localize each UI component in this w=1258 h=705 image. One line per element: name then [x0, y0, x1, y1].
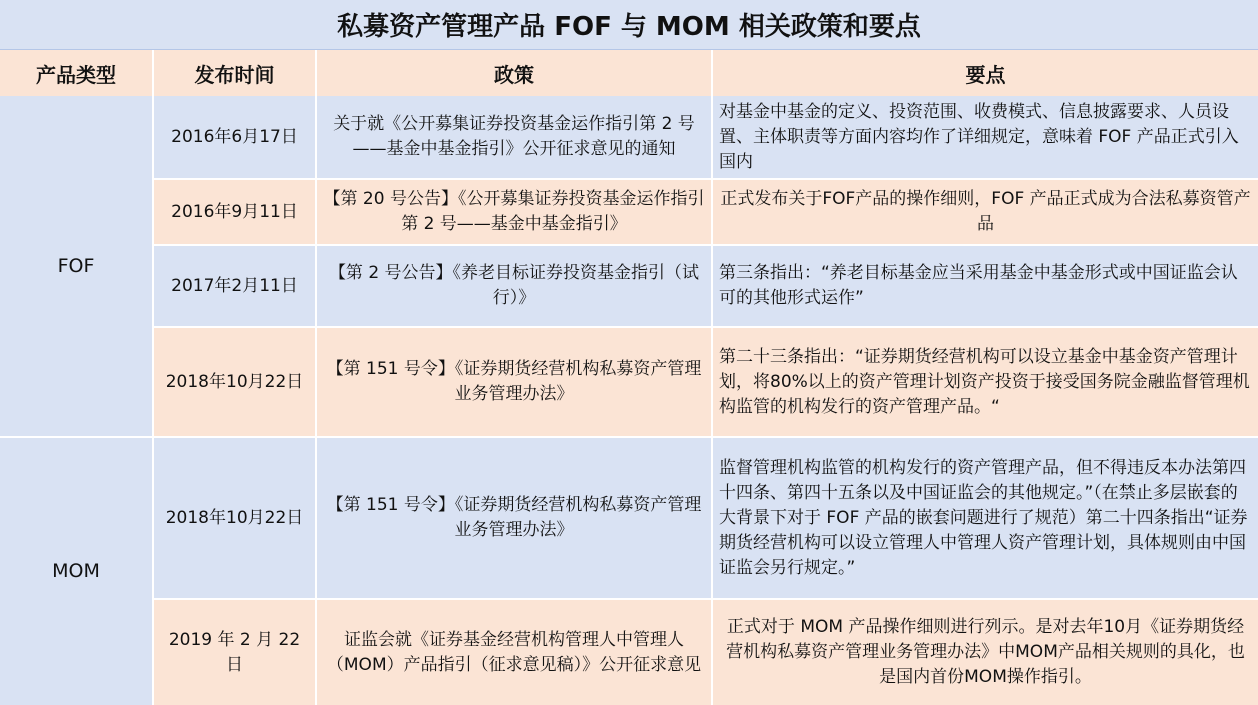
row-4-points: 第二十三条指出：“证券期货经营机构可以设立基金中基金资产管理计划，将80%以上的资产管理计划资产投资于接受国务院金融监督管理机构监管的机构发行的资产管理产品。“: [713, 328, 1258, 438]
row-3-points: 第三条指出：“养老目标基金应当采用基金中基金形式或中国证监会认可的其他形式运作”: [713, 246, 1258, 328]
row-1-date: 2016年6月17日: [154, 96, 317, 180]
row-4-date: 2018年10月22日: [154, 328, 317, 438]
table-title: 私募资产管理产品 FOF 与 MOM 相关政策和要点: [0, 0, 1258, 50]
row-5-policy: 【第 151 号令】《证券期货经营机构私募资产管理业务管理办法》: [317, 438, 713, 600]
row-3-date: 2017年2月11日: [154, 246, 317, 328]
row-5-date: 2018年10月22日: [154, 438, 317, 600]
row-1-policy: 关于就《公开募集证券投资基金运作指引第 2 号——基金中基金指引》公开征求意见的通知: [317, 96, 713, 180]
header-points: 要点: [713, 50, 1258, 96]
row-2-date: 2016年9月11日: [154, 180, 317, 246]
row-5-points: 监督管理机构监管的机构发行的资产管理产品，但不得违反本办法第四十四条、第四十五条以及中国证监会的其他规定。”（在禁止多层嵌套的大背景下对于 FOF 产品的嵌套问题进行了规范）第二十四条指出“证券期货经营机构可以设立管理人中管理人资产管理计划，具体规则由中国证监会另行规定。”: [713, 438, 1258, 600]
row-6-policy: 证监会就《证券基金经营机构管理人中管理人（MOM）产品指引（征求意见稿）》公开征求意见: [317, 600, 713, 705]
row-6-points: 正式对于 MOM 产品操作细则进行列示。是对去年10月《证券期货经营机构私募资产管理业务管理办法》中MOM产品相关规则的具化，也是国内首份MOM操作指引。: [713, 600, 1258, 705]
category-mom: MOM: [0, 438, 154, 705]
row-4-policy: 【第 151 号令】《证券期货经营机构私募资产管理业务管理办法》: [317, 328, 713, 438]
header-product-type: 产品类型: [0, 50, 154, 96]
row-3-policy: 【第 2 号公告】《养老目标证券投资基金指引（试行）》: [317, 246, 713, 328]
category-fof: FOF: [0, 96, 154, 438]
header-date: 发布时间: [154, 50, 317, 96]
row-1-points: 对基金中基金的定义、投资范围、收费模式、信息披露要求、人员设置、主体职责等方面内容均作了详细规定，意味着 FOF 产品正式引入国内: [713, 96, 1258, 180]
row-2-policy: 【第 20 号公告】《公开募集证券投资基金运作指引第 2 号——基金中基金指引》: [317, 180, 713, 246]
header-policy: 政策: [317, 50, 713, 96]
row-6-date: 2019 年 2 月 22 日: [154, 600, 317, 705]
row-2-points: 正式发布关于FOF产品的操作细则，FOF 产品正式成为合法私募资管产品: [713, 180, 1258, 246]
